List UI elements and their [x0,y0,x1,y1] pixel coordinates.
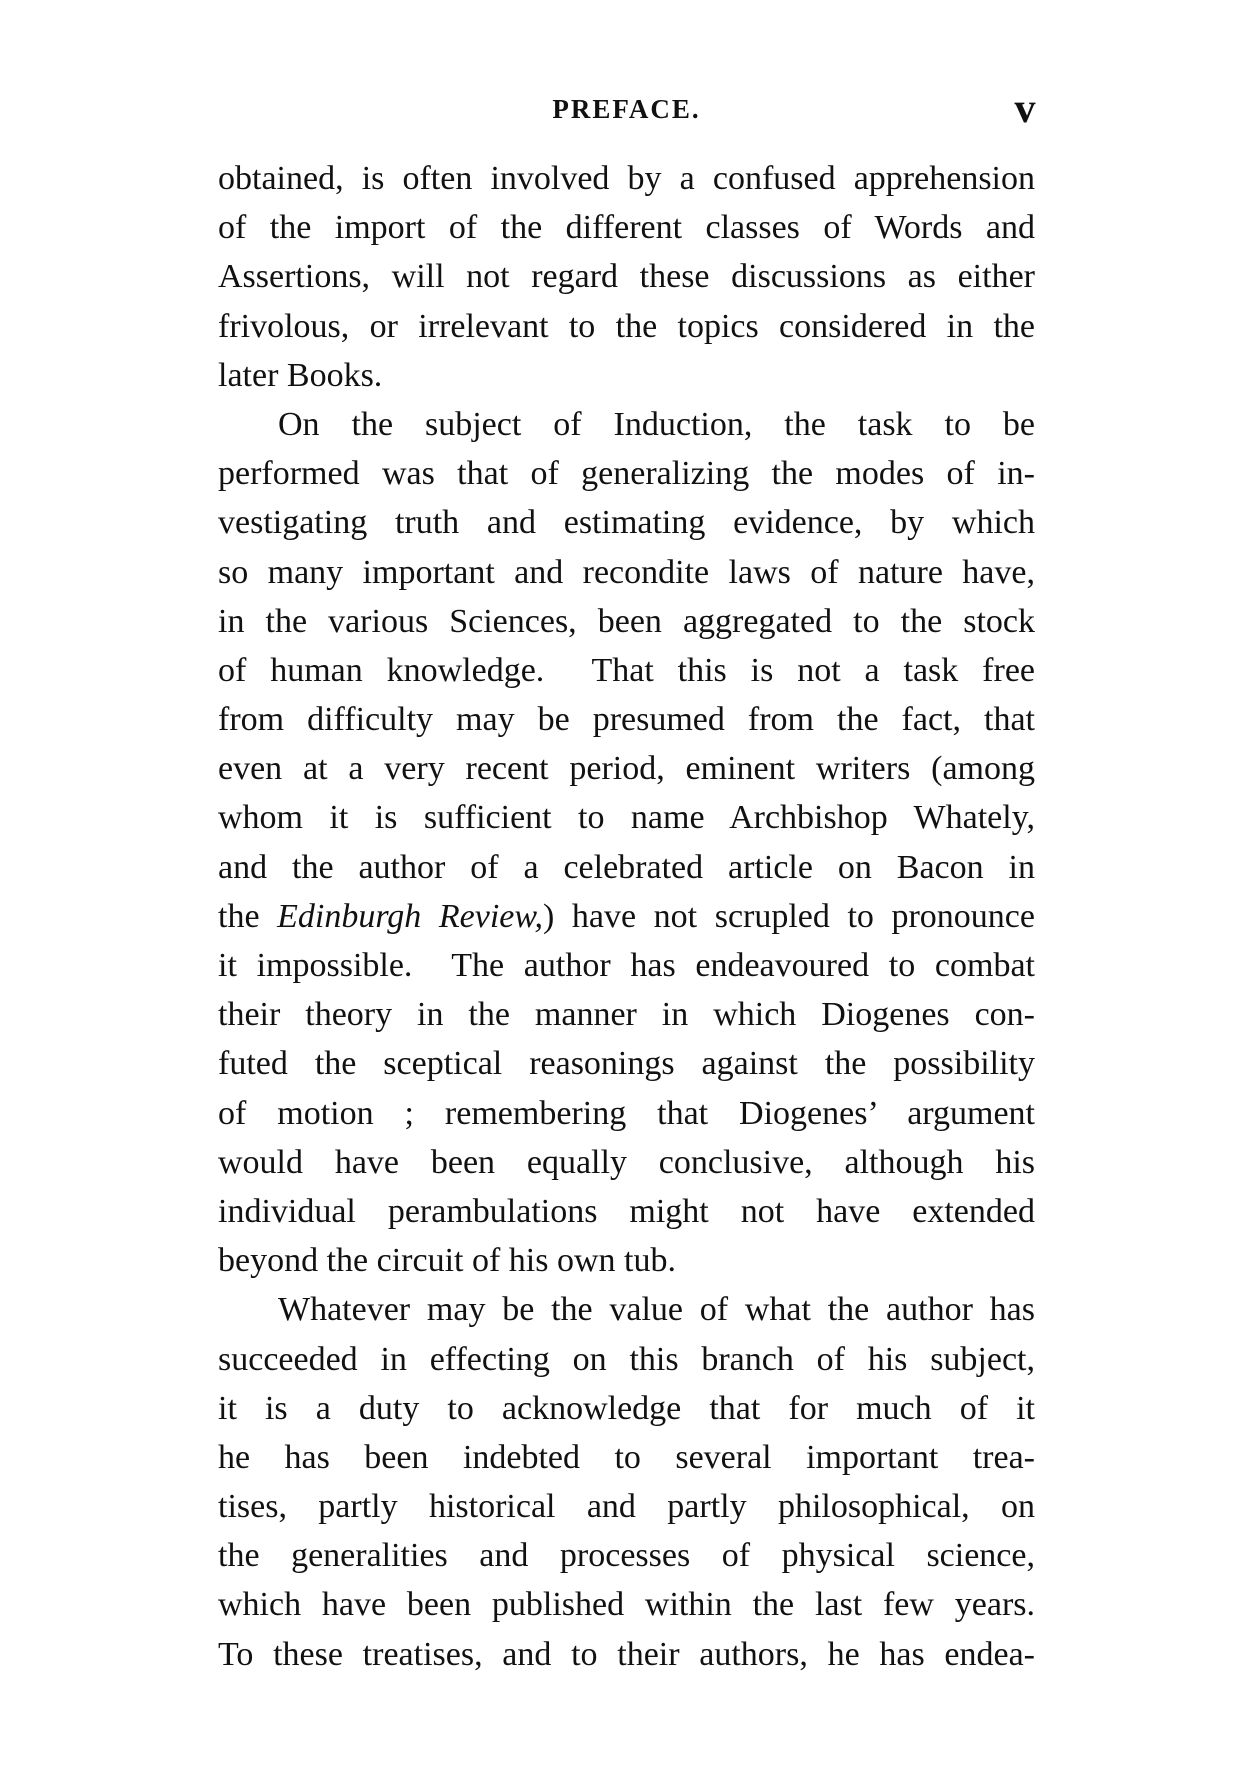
text-line [218,1187,1035,1236]
text-segment: later Books. [218,356,383,394]
text-line [218,351,1035,400]
text-segment: of motion ; remembering that Diogenes’ argument [218,1094,1035,1132]
text-segment: of human knowledge. That this is not a task free [218,651,1035,689]
text-line [218,1285,1035,1334]
text-segment: would have been equally conclusive, although his [218,1143,1035,1181]
text-line [218,1630,1035,1679]
text-line [218,449,1035,498]
text-line [218,548,1035,597]
text-line [218,1335,1035,1384]
text-segment: he has been indebted to several important trea- [218,1438,1035,1476]
text-segment: whom it is sufficient to name Archbishop Whately, [218,799,1035,837]
italic-text: Edinburgh Review, [277,897,544,935]
text-segment: and the author of a celebrated article on Bacon in [218,848,1035,886]
text-line [218,1039,1035,1088]
text-segment: their theory in the manner in which Diogenes con- [218,996,1035,1034]
text-line [218,302,1035,351]
text-line [218,154,1035,203]
text-line [218,1236,1035,1285]
text-segment: the generalities and processes of physical science, [218,1537,1035,1575]
text-line [218,793,1035,842]
text-line [218,252,1035,301]
text-segment: ) have not scrupled to pronounce [543,897,1035,935]
text-line [218,1089,1035,1138]
page-body [218,154,1035,1679]
text-line [218,203,1035,252]
text-segment: which have been published within the last few years. [218,1586,1035,1624]
text-line [218,1384,1035,1433]
text-segment: performed was that of generalizing the modes of in- [218,455,1035,493]
text-line [218,990,1035,1039]
text-segment: even at a very recent period, eminent writers (among [218,750,1035,788]
text-line [218,695,1035,744]
text-line [218,892,1035,941]
text-segment: On the subject of Induction, the task to be [278,405,1035,443]
text-segment: vestigating truth and estimating evidence, by which [218,504,1035,542]
text-segment: it is a duty to acknowledge that for much of it [218,1389,1035,1427]
text-segment: so many important and recondite laws of nature have, [218,553,1035,591]
text-segment: Whatever may be the value of what the author has [278,1291,1035,1329]
text-line [218,744,1035,793]
text-segment: individual perambulations might not have extended [218,1192,1035,1230]
text-line [218,1138,1035,1187]
text-segment: succeeded in effecting on this branch of his subject, [218,1340,1035,1378]
page-number: v [1014,86,1036,132]
text-segment: tises, partly historical and partly philosophical, on [218,1488,1035,1526]
text-line [218,941,1035,990]
text-segment: obtained, is often involved by a confused apprehension [218,160,1035,197]
text-segment: To these treatises, and to their authors, he has endea- [218,1635,1035,1673]
text-line [218,843,1035,892]
text-line [218,498,1035,547]
text-segment: futed the sceptical reasonings against the possibility [218,1045,1035,1083]
text-segment: Assertions, will not regard these discussions as either [218,258,1035,296]
text-segment: of the import of the different classes of Words and [218,209,1035,247]
text-segment: from difficulty may be presumed from the fact, that [218,701,1035,739]
text-segment: beyond the circuit of his own tub. [218,1242,676,1280]
text-segment: the [218,897,278,935]
text-line [218,1531,1035,1580]
text-segment: frivolous, or irrelevant to the topics considered in the [218,307,1035,345]
text-line [218,646,1035,695]
text-line [218,1433,1035,1482]
text-segment: it impossible. The author has endeavoured to combat [218,947,1035,984]
page-title: PREFACE. [552,94,701,124]
text-segment: in the various Sciences, been aggregated to the stock [218,602,1035,640]
text-line [218,597,1035,646]
text-line [218,400,1035,449]
text-line [218,1580,1035,1629]
text-line [218,1482,1035,1531]
